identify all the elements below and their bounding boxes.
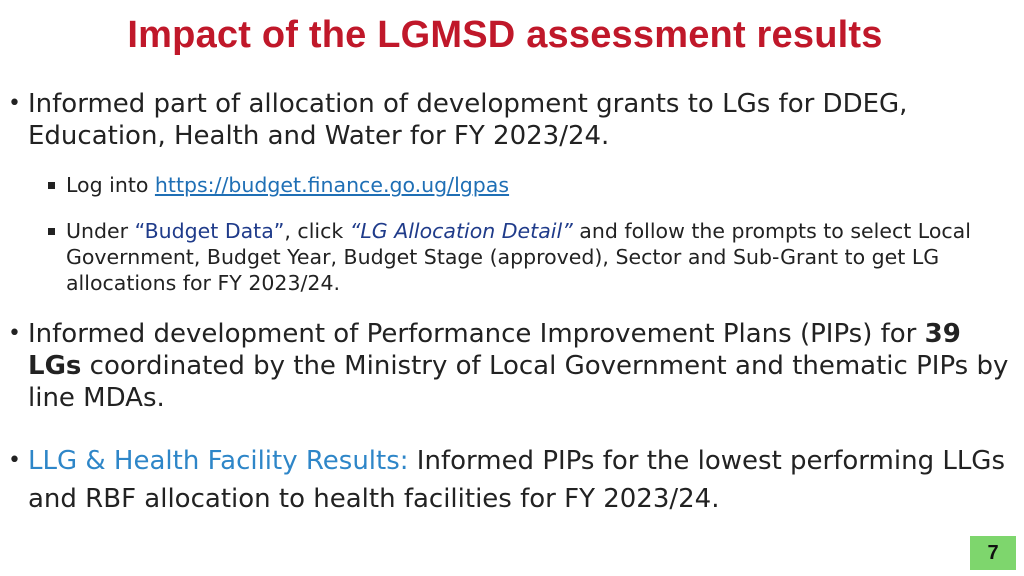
bullet-text	[8, 318, 1018, 414]
bullet-text: Informed part of allocation of development grants to LGs for DDEG, Education, Health and Water for FY 2023/24.	[28, 89, 908, 151]
page-number-badge: 7	[970, 536, 1016, 570]
llg-health-highlight: LLG & Health Facility Results:	[28, 446, 409, 476]
bullet-pips	[8, 318, 1018, 414]
pips-part-1: Informed development of Performance Improvement Plans (PIPs) for	[28, 319, 925, 349]
instr-part-2: , click	[284, 219, 350, 243]
square-bullet-icon	[48, 228, 55, 235]
sub-bullet-text	[48, 218, 1016, 296]
instr-part-1: Under	[66, 219, 135, 243]
budget-portal-link[interactable]: https://budget.finance.go.ug/lgpas	[154, 173, 510, 197]
slide-title: Impact of the LGMSD assessment results	[127, 14, 883, 56]
bullet-marker: •	[8, 91, 21, 116]
instr-part-3: and follow the prompts to select Local Government, Budget Year, Budget Stage (approved), Sector and Sub-Grant to get LG allocations for FY 2023/24.	[66, 219, 971, 295]
login-prefix: Log into	[66, 173, 155, 197]
sub-bullet-text	[48, 172, 1016, 198]
sub-bullet-login	[48, 172, 1016, 198]
bullet-text	[8, 442, 1018, 518]
square-bullet-icon	[48, 182, 55, 189]
budget-data-label: “Budget Data”	[134, 219, 285, 243]
bullet-llg-health	[8, 442, 1018, 518]
llg-health-text: Informed PIPs for the lowest performing LLGs and RBF allocation to health facilities for FY 2023/24.	[28, 446, 1005, 514]
lg-count: 39 LGs	[28, 319, 961, 381]
bullet-marker: •	[8, 321, 21, 346]
lg-allocation-detail-label: “LG Allocation Detail”	[349, 219, 573, 243]
bullet-grants-allocation	[8, 88, 1018, 152]
bullet-marker: •	[8, 448, 21, 473]
pips-part-2: coordinated by the Ministry of Local Government and thematic PIPs by line MDAs.	[28, 351, 1009, 413]
sub-bullet-instructions	[48, 218, 1016, 296]
